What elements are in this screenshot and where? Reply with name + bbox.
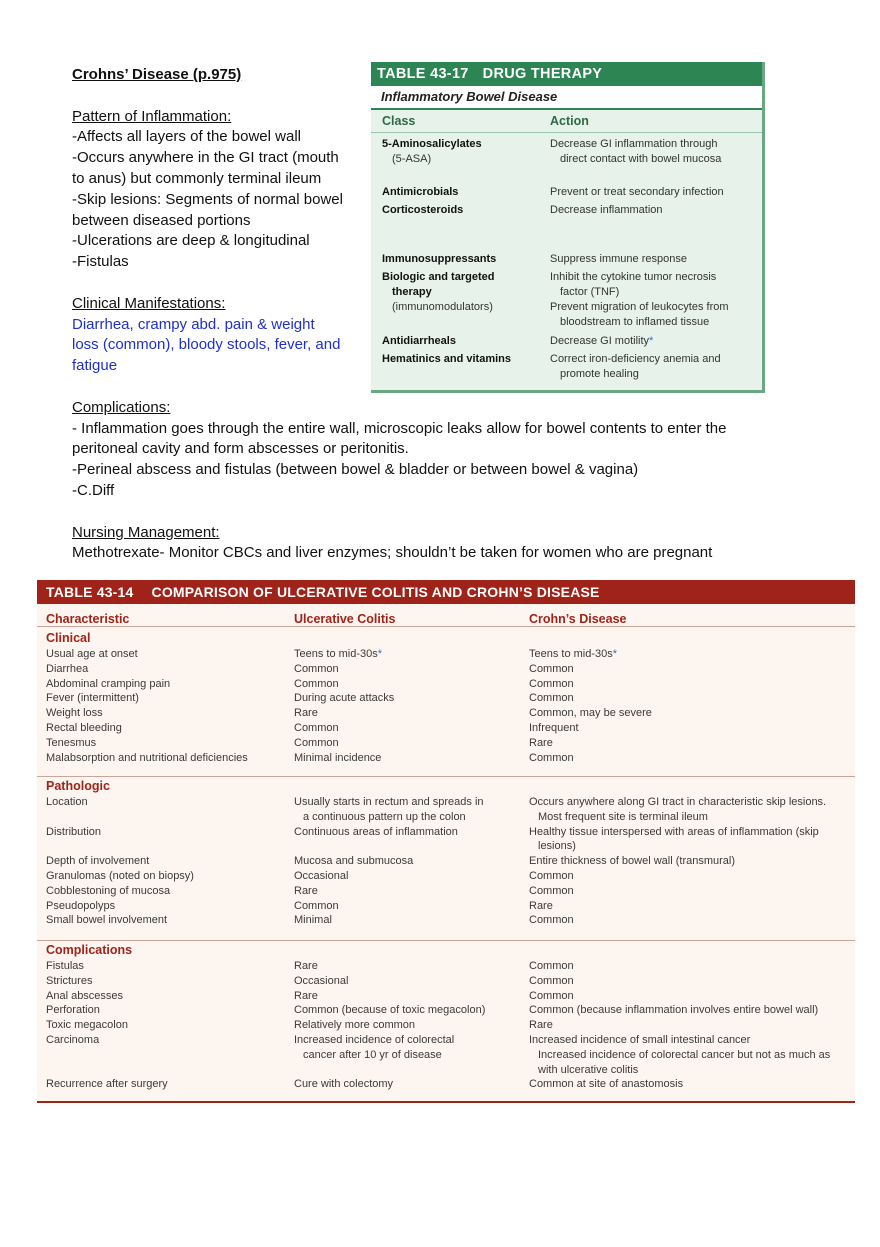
footnote-marker: * xyxy=(649,335,654,347)
crohns-disease-cell: Common xyxy=(529,751,574,764)
column-header-characteristic: Characteristic xyxy=(46,612,130,626)
nursing-heading: Nursing Management: xyxy=(72,523,220,541)
drug-action-detail: factor (TNF) xyxy=(560,286,620,298)
ulcerative-colitis-cell: Common xyxy=(294,677,339,690)
table-row xyxy=(371,270,762,334)
complications-heading: Complications: xyxy=(72,398,171,416)
characteristic-cell: Usual age at onset xyxy=(46,648,138,660)
crohns-disease-cell: Teens to mid-30s* xyxy=(529,648,618,660)
ulcerative-colitis-cell: Rare xyxy=(294,960,318,972)
table-row xyxy=(37,706,855,721)
crohns-disease-cell: Common (because inflammation involves entire bowel wall) xyxy=(529,1004,819,1017)
drug-action-detail: promote healing xyxy=(560,368,639,380)
clinical-line: fatigue xyxy=(72,357,118,375)
crohns-disease-cell: Common xyxy=(529,914,574,927)
table-row xyxy=(37,1063,855,1078)
drug-action: Prevent or treat secondary infection xyxy=(550,186,724,198)
table-row xyxy=(37,751,855,766)
characteristic-cell: Diarrhea xyxy=(46,662,89,675)
crohns-disease-cell: Rare xyxy=(529,736,553,749)
drug-class-detail: therapy xyxy=(392,286,432,298)
ulcerative-colitis-cell: Mucosa and submucosa xyxy=(294,855,414,868)
table-number: TABLE 43-14 xyxy=(46,584,134,600)
table-row xyxy=(371,252,762,270)
drug-action: Correct iron-deficiency anemia and xyxy=(550,353,721,365)
table-row xyxy=(37,1018,855,1033)
ulcerative-colitis-cell: During acute attacks xyxy=(294,692,395,705)
column-header-action: Action xyxy=(550,114,589,128)
table-subtitle: Inflammatory Bowel Disease xyxy=(371,86,762,110)
ulcerative-colitis-cell: Occasional xyxy=(294,974,349,987)
table-row xyxy=(37,736,855,751)
ulcerative-colitis-cell: Common xyxy=(294,662,339,675)
pattern-line: -Affects all layers of the bowel wall xyxy=(72,128,301,146)
drug-class: Antidiarrheals xyxy=(382,335,456,347)
table-row xyxy=(37,677,855,692)
section-divider xyxy=(37,776,855,777)
characteristic-cell: Toxic megacolon xyxy=(46,1019,128,1032)
ulcerative-colitis-cell: Common (because of toxic megacolon) xyxy=(294,1004,486,1017)
table-row xyxy=(371,137,762,185)
page-title: Crohns’ Disease (p.975) xyxy=(72,66,242,83)
pattern-line: -Occurs anywhere in the GI tract (mouth xyxy=(72,149,339,167)
table-row xyxy=(37,810,855,825)
table-row xyxy=(371,185,762,203)
ulcerative-colitis-cell: Minimal incidence xyxy=(294,751,382,764)
ulcerative-colitis-cell: Rare xyxy=(294,884,318,897)
crohns-disease-cell: Common xyxy=(529,677,574,690)
drug-therapy-table xyxy=(371,62,765,393)
nursing-line: Methotrexate- Monitor CBCs and liver enzymes; shouldn’t be taken for women who are pregnant xyxy=(72,544,713,562)
drug-action: Suppress immune response xyxy=(550,253,687,265)
ulcerative-colitis-cell: Common xyxy=(294,722,339,734)
table-row xyxy=(371,334,762,352)
crohns-disease-cell: Entire thickness of bowel wall (transmural) xyxy=(529,855,736,868)
ulcerative-colitis-cell: Occasional xyxy=(294,870,349,882)
characteristic-cell: Strictures xyxy=(46,974,93,987)
ulcerative-colitis-cell: Teens to mid-30s* xyxy=(294,648,383,660)
ulcerative-colitis-cell: Minimal xyxy=(294,914,332,927)
ulcerative-colitis-cell: Relatively more common xyxy=(294,1019,416,1032)
drug-class: 5-Aminosalicylates xyxy=(382,138,482,150)
drug-action: Decrease inflammation xyxy=(550,204,663,216)
crohns-disease-cell: Increased incidence of colorectal cancer but not as much as xyxy=(538,1048,831,1061)
section-divider xyxy=(37,940,855,941)
table-header xyxy=(371,62,762,86)
crohns-disease-cell: Common xyxy=(529,692,574,705)
drug-action-detail: bloodstream to inflamed tissue xyxy=(560,316,710,328)
drug-class-detail: (5-ASA) xyxy=(392,153,432,165)
crohns-disease-cell: Infrequent xyxy=(529,722,579,734)
table-row xyxy=(37,1003,855,1018)
characteristic-cell: Anal abscesses xyxy=(46,989,124,1002)
crohns-disease-cell: Increased incidence of small intestinal cancer xyxy=(529,1034,751,1046)
table-row xyxy=(37,1077,855,1092)
table-row xyxy=(371,352,762,386)
crohns-disease-cell: Common xyxy=(529,974,574,987)
characteristic-cell: Weight loss xyxy=(46,707,103,720)
table-row xyxy=(37,1048,855,1063)
drug-action: Decrease GI motility* xyxy=(550,335,654,347)
table-row xyxy=(37,662,855,677)
drug-action: Inhibit the cytokine tumor necrosis xyxy=(550,271,717,283)
ulcerative-colitis-cell: Increased incidence of colorectal xyxy=(294,1034,455,1046)
pattern-line: -Skip lesions: Segments of normal bowel xyxy=(72,190,343,208)
drug-action: Prevent migration of leukocytes from xyxy=(550,301,729,313)
table-title: DRUG THERAPY xyxy=(482,66,603,82)
table-row xyxy=(37,795,855,810)
column-header-crohns-disease: Crohn’s Disease xyxy=(529,612,627,626)
complications-line: peritoneal cavity and form abscesses or peritonitis. xyxy=(72,440,409,458)
table-title: COMPARISON OF ULCERATIVE COLITIS AND CROHN’S DISEASE xyxy=(151,584,600,600)
characteristic-cell: Location xyxy=(46,796,88,808)
column-header-ulcerative-colitis: Ulcerative Colitis xyxy=(294,612,396,626)
drug-class: Biologic and targeted xyxy=(382,271,495,283)
characteristic-cell: Fistulas xyxy=(46,960,84,972)
table-column-headers xyxy=(371,110,762,133)
clinical-line: Diarrhea, crampy abd. pain & weight xyxy=(72,315,315,333)
crohns-disease-cell: Common, may be severe xyxy=(529,707,652,720)
characteristic-cell: Malabsorption and nutritional deficiencies xyxy=(46,751,248,764)
comparison-table xyxy=(37,580,855,1103)
ulcerative-colitis-cell: Rare xyxy=(294,989,318,1002)
characteristic-cell: Fever (intermittent) xyxy=(46,692,139,705)
ulcerative-colitis-cell: Usually starts in rectum and spreads in xyxy=(294,796,484,808)
crohns-disease-cell: with ulcerative colitis xyxy=(538,1063,639,1076)
drug-class: Hematinics and vitamins xyxy=(382,353,511,365)
characteristic-cell: Distribution xyxy=(46,825,102,838)
characteristic-cell: Depth of involvement xyxy=(46,855,150,868)
table-row xyxy=(37,721,855,736)
footnote-marker: * xyxy=(612,648,618,660)
clinical-line: loss (common), bloody stools, fever, and xyxy=(72,336,341,354)
drug-action-detail: direct contact with bowel mucosa xyxy=(560,153,722,165)
complications-line: - Inflammation goes through the entire wall, microscopic leaks allow for bowel contents to enter the xyxy=(72,419,727,437)
crohns-disease-cell: Rare xyxy=(529,899,553,912)
crohns-disease-cell: lesions) xyxy=(538,840,576,853)
characteristic-cell: Tenesmus xyxy=(46,736,97,749)
characteristic-cell: Recurrence after surgery xyxy=(46,1078,168,1091)
characteristic-cell: Granulomas (noted on biopsy) xyxy=(46,870,194,882)
footnote-marker: * xyxy=(377,648,383,660)
characteristic-cell: Carcinoma xyxy=(46,1034,100,1046)
section-title: Pathologic xyxy=(46,779,110,793)
crohns-disease-cell: Common xyxy=(529,870,574,882)
drug-class: Antimicrobials xyxy=(382,186,459,198)
table-row xyxy=(371,203,762,252)
drug-class-detail: (immunomodulators) xyxy=(392,301,493,313)
table-row xyxy=(37,884,855,899)
crohns-disease-cell: Healthy tissue interspersed with areas of inflammation (skip xyxy=(529,825,819,838)
table-number: TABLE 43-17 xyxy=(377,66,469,82)
crohns-disease-cell: Common xyxy=(529,884,574,897)
crohns-disease-cell: Most frequent site is terminal ileum xyxy=(538,810,708,823)
clinical-heading: Clinical Manifestations: xyxy=(72,294,226,312)
drug-action: Decrease GI inflammation through xyxy=(550,138,718,150)
characteristic-cell: Rectal bleeding xyxy=(46,722,122,734)
pattern-line: to anus) but commonly terminal ileum xyxy=(72,169,322,187)
table-row xyxy=(37,989,855,1004)
table-row xyxy=(37,959,855,974)
crohns-disease-cell: Common at site of anastomosis xyxy=(529,1078,684,1091)
table-row xyxy=(37,869,855,884)
crohns-disease-cell: Common xyxy=(529,662,574,675)
characteristic-cell: Pseudopolyps xyxy=(46,899,116,912)
ulcerative-colitis-cell: Common xyxy=(294,899,339,912)
table-row xyxy=(37,825,855,840)
table-row xyxy=(37,647,855,662)
ulcerative-colitis-cell: a continuous pattern up the colon xyxy=(303,810,466,823)
table-row xyxy=(37,899,855,914)
ulcerative-colitis-cell: Continuous areas of inflammation xyxy=(294,825,458,838)
table-row xyxy=(37,1033,855,1048)
complications-line: -Perineal abscess and fistulas (between bowel & bladder or between bowel & vagina) xyxy=(72,461,639,479)
drug-class: Corticosteroids xyxy=(382,204,464,216)
ulcerative-colitis-cell: Cure with colectomy xyxy=(294,1078,394,1091)
pattern-heading: Pattern of Inflammation: xyxy=(72,107,232,125)
characteristic-cell: Abdominal cramping pain xyxy=(46,677,171,690)
table-header xyxy=(37,580,855,604)
table-row xyxy=(37,839,855,854)
characteristic-cell: Cobblestoning of mucosa xyxy=(46,884,171,897)
table-row xyxy=(37,974,855,989)
table-row xyxy=(37,854,855,869)
pattern-line: -Fistulas xyxy=(72,253,129,271)
pattern-line: -Ulcerations are deep & longitudinal xyxy=(72,232,310,250)
table-column-headers xyxy=(37,604,855,627)
characteristic-cell: Perforation xyxy=(46,1004,100,1017)
column-header-class: Class xyxy=(382,114,416,128)
ulcerative-colitis-cell: Common xyxy=(294,736,339,749)
crohns-disease-cell: Common xyxy=(529,960,574,972)
characteristic-cell: Small bowel involvement xyxy=(46,914,168,927)
crohns-disease-cell: Occurs anywhere along GI tract in characteristic skip lesions. xyxy=(529,796,827,808)
drug-class: Immunosuppressants xyxy=(382,253,497,265)
ulcerative-colitis-cell: cancer after 10 yr of disease xyxy=(303,1048,442,1061)
table-row xyxy=(37,691,855,706)
section-title: Clinical xyxy=(46,631,91,645)
crohns-disease-cell: Common xyxy=(529,989,574,1002)
complications-line: -C.Diff xyxy=(72,481,115,499)
crohns-disease-cell: Rare xyxy=(529,1019,553,1032)
ulcerative-colitis-cell: Rare xyxy=(294,707,318,720)
table-row xyxy=(37,913,855,928)
section-title: Complications xyxy=(46,943,133,957)
pattern-line: between diseased portions xyxy=(72,211,251,229)
